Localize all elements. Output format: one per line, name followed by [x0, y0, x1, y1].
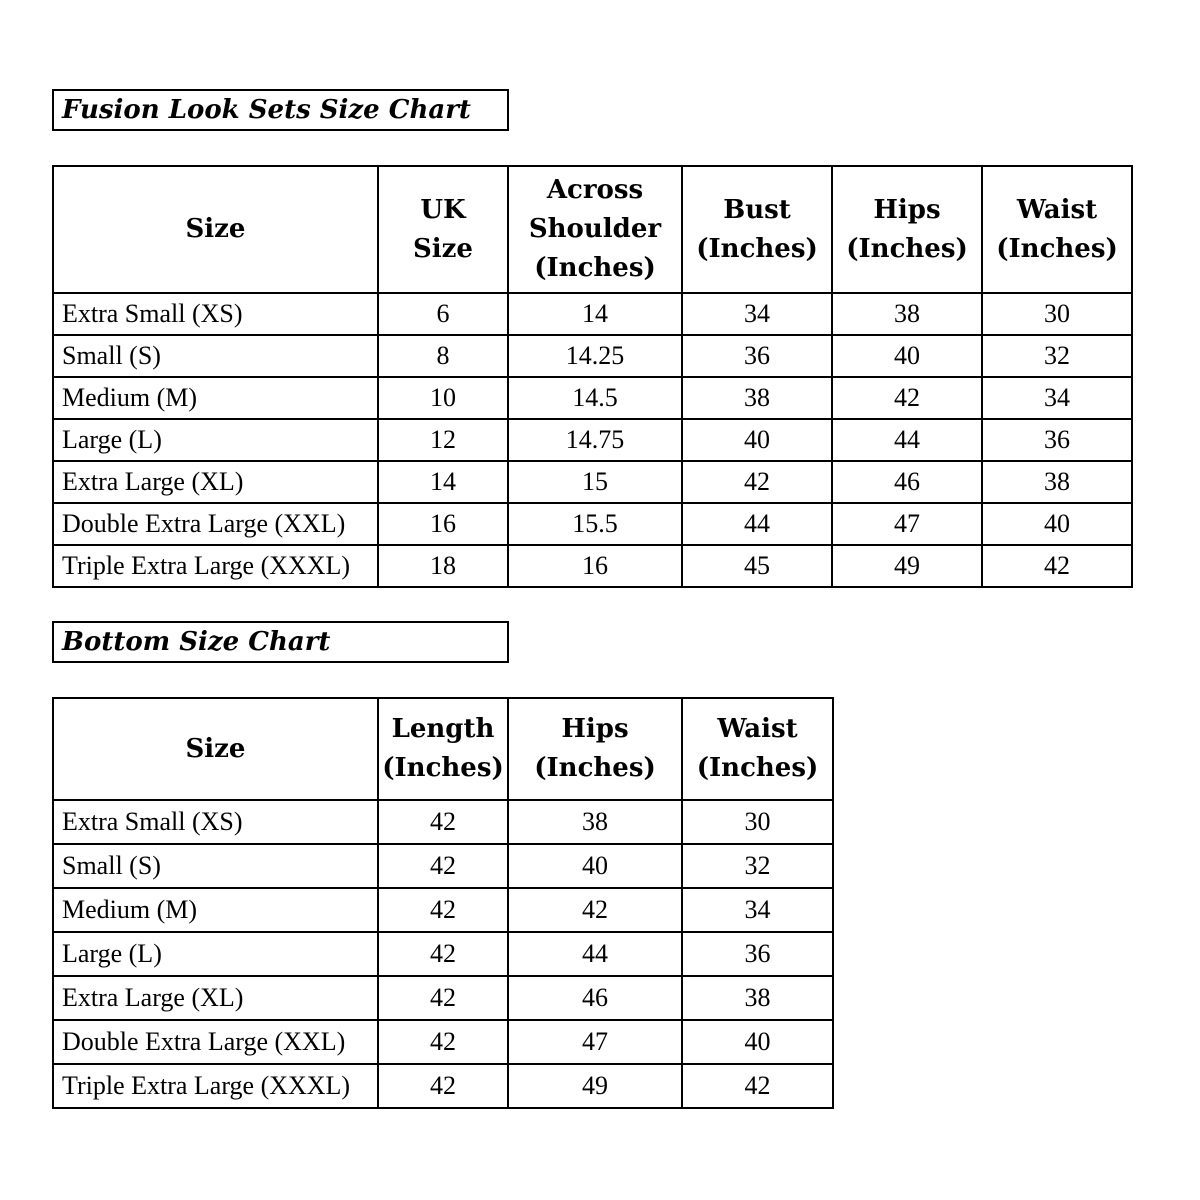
- column-header-line: Size: [185, 214, 246, 244]
- measurement-cell: 36: [682, 335, 832, 377]
- size-name-cell: Large (L): [53, 419, 378, 461]
- measurement-cell: 10: [378, 377, 508, 419]
- measurement-cell: 30: [982, 293, 1132, 335]
- table-row: [53, 888, 833, 932]
- size-name-cell: Small (S): [53, 335, 378, 377]
- size-name-cell: Small (S): [53, 844, 378, 888]
- measurement-cell: 38: [982, 461, 1132, 503]
- size-name-cell: Extra Large (XL): [53, 461, 378, 503]
- measurement-cell: 16: [378, 503, 508, 545]
- table-row: [53, 377, 1132, 419]
- size-name-cell: Medium (M): [53, 888, 378, 932]
- measurement-cell: 47: [832, 503, 982, 545]
- table-row: [53, 545, 1132, 587]
- bottom-column-header: [682, 698, 833, 800]
- measurement-cell: 14.25: [508, 335, 682, 377]
- measurement-cell: 42: [378, 1064, 508, 1108]
- measurement-cell: 42: [378, 888, 508, 932]
- size-name-cell: Triple Extra Large (XXXL): [53, 1064, 378, 1108]
- column-header-line: Waist: [717, 714, 798, 744]
- measurement-cell: 44: [508, 932, 682, 976]
- bottom-column-header: [508, 698, 682, 800]
- measurement-cell: 42: [508, 888, 682, 932]
- bottom-header-row: [53, 698, 833, 800]
- column-header-line: Across: [546, 175, 644, 205]
- table-row: [53, 976, 833, 1020]
- table-row: [53, 335, 1132, 377]
- size-name-cell: Extra Large (XL): [53, 976, 378, 1020]
- size-name-cell: Triple Extra Large (XXXL): [53, 545, 378, 587]
- table-row: [53, 844, 833, 888]
- measurement-cell: 38: [508, 800, 682, 844]
- measurement-cell: 38: [682, 976, 833, 1020]
- table-row: [53, 1064, 833, 1108]
- column-header-line: UK: [420, 194, 466, 225]
- measurement-cell: 16: [508, 545, 682, 587]
- measurement-cell: 40: [508, 844, 682, 888]
- table-row: [53, 800, 833, 844]
- fusion-header-row: [53, 166, 1132, 293]
- column-header-line: (Inches): [846, 233, 968, 264]
- measurement-cell: 42: [682, 1064, 833, 1108]
- measurement-cell: 49: [508, 1064, 682, 1108]
- measurement-cell: 12: [378, 419, 508, 461]
- measurement-cell: 14.5: [508, 377, 682, 419]
- measurement-cell: 34: [682, 293, 832, 335]
- measurement-cell: 32: [682, 844, 833, 888]
- measurement-cell: 38: [832, 293, 982, 335]
- measurement-cell: 14: [378, 461, 508, 503]
- size-name-cell: Extra Small (XS): [53, 293, 378, 335]
- fusion-size-table: [52, 165, 1133, 588]
- column-header-line: Size: [185, 733, 246, 764]
- bottom-column-header: [378, 698, 508, 800]
- fusion-column-header: [682, 166, 832, 293]
- measurement-cell: 32: [982, 335, 1132, 377]
- fusion-chart-title: Fusion Look Sets Size Chart: [52, 89, 509, 131]
- measurement-cell: 15: [508, 461, 682, 503]
- measurement-cell: 6: [378, 293, 508, 335]
- column-header-line: (Inches): [382, 753, 504, 783]
- measurement-cell: 42: [682, 461, 832, 503]
- bottom-table-body: [53, 698, 833, 1108]
- measurement-cell: 18: [378, 545, 508, 587]
- measurement-cell: 14.75: [508, 419, 682, 461]
- measurement-cell: 15.5: [508, 503, 682, 545]
- measurement-cell: 46: [832, 461, 982, 503]
- table-row: [53, 1020, 833, 1064]
- column-header-line: Length: [391, 714, 495, 744]
- column-header-line: (Inches): [696, 753, 819, 783]
- bottom-size-table: [52, 697, 834, 1109]
- fusion-column-header: [378, 166, 508, 293]
- table-row: [53, 461, 1132, 503]
- measurement-cell: 14: [508, 293, 682, 335]
- measurement-cell: 42: [378, 976, 508, 1020]
- fusion-table-body: [53, 166, 1132, 587]
- measurement-cell: 46: [508, 976, 682, 1020]
- fusion-column-header: [982, 166, 1132, 293]
- column-header-line: Shoulder: [528, 214, 662, 244]
- table-row: [53, 503, 1132, 545]
- size-name-cell: Extra Small (XS): [53, 800, 378, 844]
- measurement-cell: 34: [982, 377, 1132, 419]
- measurement-cell: 42: [378, 932, 508, 976]
- size-name-cell: Double Extra Large (XXL): [53, 1020, 378, 1064]
- measurement-cell: 40: [982, 503, 1132, 545]
- measurement-cell: 44: [682, 503, 832, 545]
- column-header-line: (Inches): [696, 233, 818, 264]
- fusion-column-header: [508, 166, 682, 293]
- column-header-line: Size: [413, 233, 473, 264]
- measurement-cell: 40: [832, 335, 982, 377]
- size-name-cell: Large (L): [53, 932, 378, 976]
- column-header-line: (Inches): [534, 253, 656, 283]
- column-header-line: Hips: [873, 194, 941, 225]
- measurement-cell: 36: [682, 932, 833, 976]
- measurement-cell: 42: [378, 800, 508, 844]
- measurement-cell: 38: [682, 377, 832, 419]
- column-header-line: (Inches): [996, 233, 1118, 264]
- measurement-cell: 8: [378, 335, 508, 377]
- measurement-cell: 49: [832, 545, 982, 587]
- measurement-cell: 42: [982, 545, 1132, 587]
- measurement-cell: 34: [682, 888, 833, 932]
- column-header-line: Hips: [561, 714, 629, 744]
- column-header-line: Waist: [1016, 194, 1098, 225]
- table-row: [53, 293, 1132, 335]
- column-header-line: (Inches): [534, 753, 656, 783]
- fusion-column-header: [832, 166, 982, 293]
- table-row: [53, 419, 1132, 461]
- measurement-cell: 40: [682, 1020, 833, 1064]
- size-name-cell: Double Extra Large (XXL): [53, 503, 378, 545]
- size-name-cell: Medium (M): [53, 377, 378, 419]
- bottom-chart-title: Bottom Size Chart: [52, 621, 509, 663]
- table-row: [53, 932, 833, 976]
- fusion-column-header: [53, 166, 378, 293]
- measurement-cell: 42: [378, 844, 508, 888]
- measurement-cell: 30: [682, 800, 833, 844]
- measurement-cell: 36: [982, 419, 1132, 461]
- measurement-cell: 40: [682, 419, 832, 461]
- measurement-cell: 44: [832, 419, 982, 461]
- bottom-column-header: [53, 698, 378, 800]
- measurement-cell: 42: [832, 377, 982, 419]
- measurement-cell: 47: [508, 1020, 682, 1064]
- column-header-line: Bust: [723, 194, 791, 225]
- measurement-cell: 42: [378, 1020, 508, 1064]
- measurement-cell: 45: [682, 545, 832, 587]
